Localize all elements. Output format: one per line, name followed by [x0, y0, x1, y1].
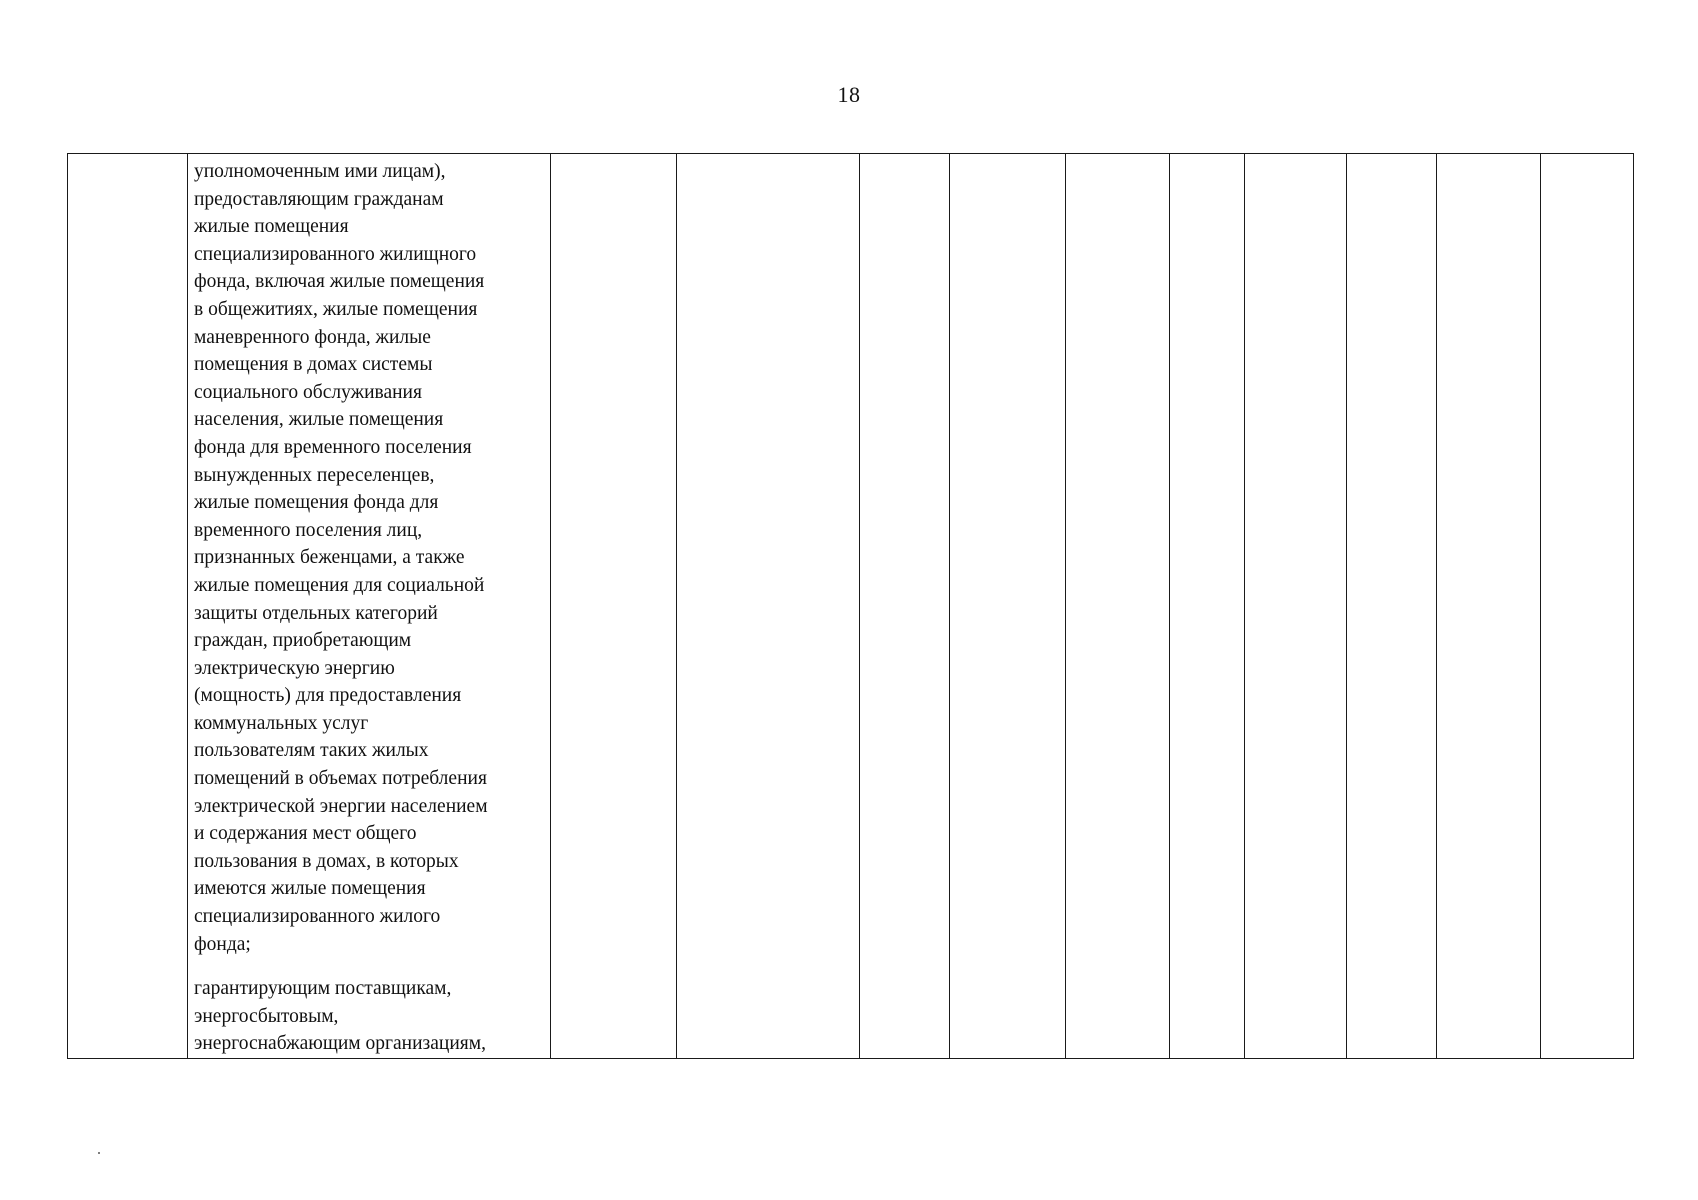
empty-cell: [1541, 154, 1634, 1059]
data-table: [67, 153, 1634, 1059]
description-cell: [188, 154, 551, 1059]
scan-speck: [98, 1152, 100, 1154]
empty-cell: [551, 154, 677, 1059]
empty-cell: [1170, 154, 1245, 1059]
row-number-cell: [68, 154, 188, 1059]
page-number: 18: [837, 82, 861, 107]
empty-cell: [677, 154, 860, 1059]
empty-cell: [1245, 154, 1347, 1059]
description-paragraph: гарантирующим поставщикам, энергосбытовым, энергоснабжающим организациям,: [194, 978, 486, 1055]
empty-cell: [950, 154, 1066, 1059]
empty-cell: [860, 154, 950, 1059]
description-paragraph: уполномоченным ими лицам), предоставляющим гражданам жилые помещения специализированного жилищного фонда, включая жилые помещения в общежитиях, жилые помещения маневренного фонда, жилые помещения в домах системы социального обслуживания населения, жилые помещения фонда для временного поселения вынужденных переселенцев, жилые помещения фонда для временного поселения лиц, признанных беженцами, а также жилые помещения для социальной защиты отдельных категорий граждан, приобретающим электрическую энергию (мощность) для предоставления коммунальных услуг пользователям таких жилых помещений в объемах потребления электрической энергии населением и содержания мест общего пользования в домах, в которых имеются жилые помещения специализированного жилого фонда;: [194, 161, 488, 955]
empty-cell: [1347, 154, 1437, 1059]
empty-cell: [1437, 154, 1541, 1059]
empty-cell: [1066, 154, 1170, 1059]
table-row: [68, 154, 1634, 1059]
